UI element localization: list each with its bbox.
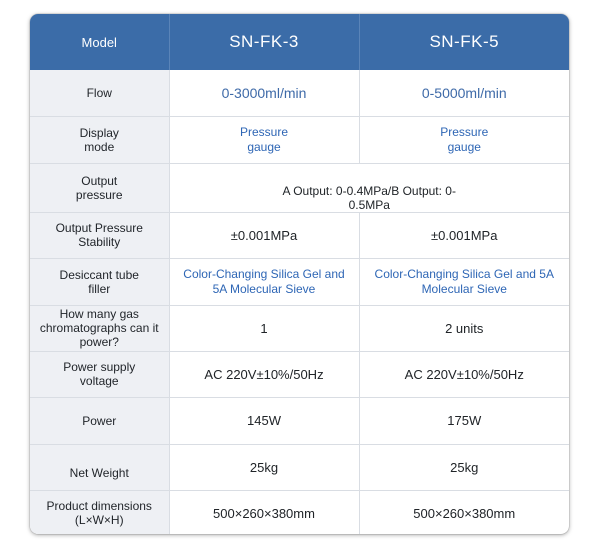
weight-sn-fk-3: 25kg [169, 444, 359, 490]
power-sn-fk-5: 175W [359, 397, 569, 444]
row-label-output-pressure [30, 163, 169, 212]
row-label-voltage [30, 351, 169, 397]
table-row-output-pressure [30, 163, 569, 212]
power-sn-fk-3: 145W [169, 397, 359, 444]
gc-count-sn-fk-3: 1 [169, 305, 359, 351]
header-sn-fk-5: SN-FK-5 [359, 14, 569, 70]
row-label-desiccant-text: Desiccant tube filler [59, 267, 139, 296]
table-header-row [30, 14, 569, 70]
row-label-display-mode-text: Display mode [79, 125, 119, 154]
header-model: Model [30, 14, 169, 70]
dimensions-sn-fk-3: 500×260×380mm [169, 490, 359, 534]
weight-sn-fk-5: 25kg [359, 444, 569, 490]
table-row-desiccant [30, 258, 569, 305]
row-label-flow: Flow [30, 70, 169, 116]
row-label-desiccant [30, 258, 169, 305]
row-label-voltage-text: Power supply voltage [63, 360, 136, 388]
row-label-gc-count: How many gas chromatographs can it power? [30, 305, 169, 351]
table-row-power [30, 397, 569, 444]
row-label-power: Power [30, 397, 169, 444]
display-sn-fk-3 [169, 116, 359, 163]
output-pressure-value-text: A Output: 0-0.4MPa/B Output: 0-0.5MPa [282, 183, 456, 212]
table-row-weight [30, 444, 569, 490]
voltage-sn-fk-5: AC 220V±10%/50Hz [359, 351, 569, 397]
flow-sn-fk-3: 0-3000ml/min [169, 70, 359, 116]
table-row-stability [30, 212, 569, 258]
desiccant-sn-fk-3: Color-Changing Silica Gel and 5A Molecular Sieve [169, 258, 359, 305]
row-label-dimensions-text: Product dimensions (L×W×H) [46, 499, 152, 528]
spec-table-card [30, 14, 569, 534]
desiccant-sn-fk-5: Color-Changing Silica Gel and 5A Molecular Sieve [359, 258, 569, 305]
header-sn-fk-3: SN-FK-3 [169, 14, 359, 70]
row-label-stability: Output Pressure Stability [30, 212, 169, 258]
display-sn-fk-5-text: Pressure gauge [440, 124, 489, 154]
table-row-dimensions [30, 490, 569, 534]
row-label-output-pressure-text: Output pressure [75, 173, 123, 202]
gc-count-sn-fk-5: 2 units [359, 305, 569, 351]
spec-table [30, 14, 569, 534]
display-sn-fk-3-text: Pressure gauge [239, 124, 289, 154]
table-row-flow [30, 70, 569, 116]
flow-sn-fk-5: 0-5000ml/min [359, 70, 569, 116]
display-sn-fk-5 [359, 116, 569, 163]
output-pressure-value [169, 163, 569, 212]
stability-sn-fk-5: ±0.001MPa [359, 212, 569, 258]
table-row-display-mode [30, 116, 569, 163]
dimensions-sn-fk-5: 500×260×380mm [413, 505, 516, 521]
table-row-gc-count [30, 305, 569, 351]
row-label-dimensions [30, 490, 169, 534]
row-label-weight: Net Weight [30, 444, 169, 490]
stability-sn-fk-3: ±0.001MPa [169, 212, 359, 258]
voltage-sn-fk-3: AC 220V±10%/50Hz [169, 351, 359, 397]
table-row-voltage [30, 351, 569, 397]
row-label-display-mode [30, 116, 169, 163]
